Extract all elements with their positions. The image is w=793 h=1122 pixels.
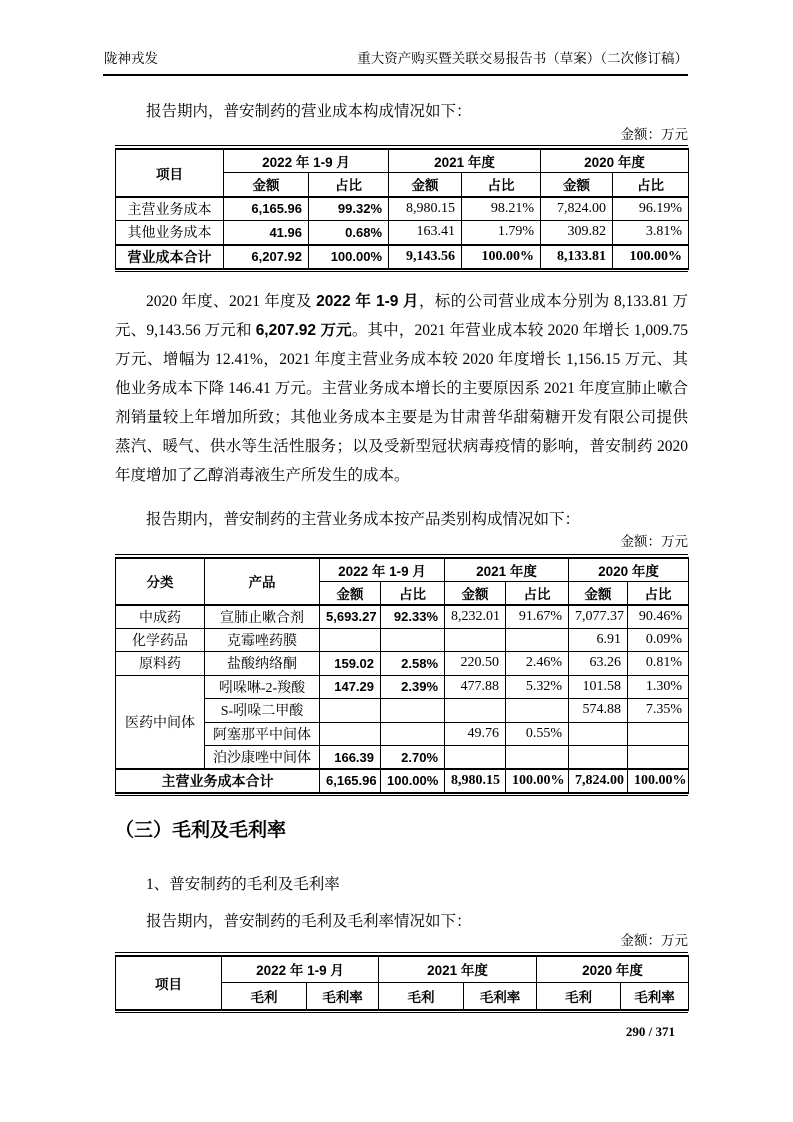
product-table-wrapper <box>115 554 688 796</box>
ratio-cell: 7.35% <box>628 699 689 723</box>
period-header-2020: 2020 年度 <box>537 956 689 983</box>
amount-cell: 6.91 <box>569 628 628 652</box>
product-cell: 阿塞那平中间体 <box>205 722 320 746</box>
ratio-cell: 1.30% <box>628 675 689 699</box>
ratio-cell <box>381 722 445 746</box>
amount-cell: 49.76 <box>445 722 506 746</box>
unit-label-1: 金额：万元 <box>620 127 688 142</box>
column-header-product: 产品 <box>205 558 320 605</box>
amount-cell: 101.58 <box>569 675 628 699</box>
column-header-item: 项目 <box>116 149 224 197</box>
amount-cell: 6,207.92 <box>224 245 309 269</box>
column-header-amount: 金额 <box>389 173 462 197</box>
ratio-cell <box>381 628 445 652</box>
ratio-cell: 100.00% <box>462 245 541 269</box>
section-heading-gross-profit: （三）毛利及毛利率 <box>115 820 287 841</box>
ratio-cell <box>506 628 569 652</box>
amount-cell <box>320 628 381 652</box>
column-header-ratio: 占比 <box>506 581 569 605</box>
table-row <box>116 652 689 676</box>
column-header-gross-profit: 毛利 <box>222 983 307 1010</box>
period-header-2020: 2020 年度 <box>569 558 689 582</box>
paragraph-segment: 。其中，2021 年营业成本较 2020 年增长 1,009.75 万元、增幅为 12.41%，2021 年度主营业务成本较 2020 年度增长 1,156.15 万元、其他业务成本下降 146.41 万元。主营业务成本增长的主要原因系 2021 年度宣肺止嗽合剂销量较上年增加所致；其他业务成本主要是为甘肃普华甜菊糖开发有限公司提供蒸汽、暖气、供水等生活性服务；以及受新型冠状病毒疫情的影响，普安制药 2020 年度增加了乙醇消毒液生产所发生的成本。 <box>115 322 688 484</box>
ratio-cell: 0.81% <box>628 652 689 676</box>
amount-cell: 7,077.37 <box>569 605 628 629</box>
ratio-cell: 100.00% <box>506 769 569 793</box>
column-header-gross-margin: 毛利率 <box>621 983 689 1010</box>
ratio-cell: 2.70% <box>381 746 445 770</box>
ratio-cell: 2.39% <box>381 675 445 699</box>
column-header-amount: 金额 <box>569 581 628 605</box>
ratio-cell: 100.00% <box>628 769 689 793</box>
category-cell: 医药中间体 <box>116 675 205 769</box>
column-header-ratio: 占比 <box>613 173 689 197</box>
ratio-cell: 5.32% <box>506 675 569 699</box>
ratio-cell <box>381 699 445 723</box>
amount-cell: 166.39 <box>320 746 381 770</box>
table-total-row <box>116 245 689 269</box>
amount-cell <box>445 699 506 723</box>
sub-heading-gross-profit: 1、普安制药的毛利及毛利率 <box>146 876 340 893</box>
ratio-cell: 100.00% <box>381 769 445 793</box>
ratio-cell: 100.00% <box>613 245 689 269</box>
amount-cell: 220.50 <box>445 652 506 676</box>
paragraph-segment-bold: 6,207.92 万元 <box>255 322 352 339</box>
column-header-gross-margin: 毛利率 <box>307 983 379 1010</box>
amount-cell: 477.88 <box>445 675 506 699</box>
table-total-row <box>116 769 689 793</box>
unit-label-2: 金额：万元 <box>620 534 688 549</box>
analysis-paragraph <box>115 287 688 490</box>
ratio-cell: 3.81% <box>613 221 689 245</box>
product-cell: S-吲哚二甲酸 <box>205 699 320 723</box>
amount-cell: 6,165.96 <box>320 769 381 793</box>
category-cell: 原料药 <box>116 652 205 676</box>
paragraph-segment-bold: 2022 年 1-9 月 <box>316 293 419 310</box>
ratio-cell <box>628 746 689 770</box>
gross-profit-table <box>115 955 689 1011</box>
column-header-ratio: 占比 <box>628 581 689 605</box>
ratio-cell: 91.67% <box>506 605 569 629</box>
period-header-2022: 2022 年 1-9 月 <box>320 558 445 582</box>
ratio-cell: 2.58% <box>381 652 445 676</box>
column-header-ratio: 占比 <box>462 173 541 197</box>
column-header-category: 分类 <box>116 558 205 605</box>
paragraph-segment: 2020 年度、2021 年度及 <box>146 293 317 310</box>
column-header-amount: 金额 <box>224 173 309 197</box>
product-cell: 泊沙康唑中间体 <box>205 746 320 770</box>
table-row <box>116 197 689 221</box>
table-row <box>116 675 689 699</box>
column-header-gross-profit: 毛利 <box>379 983 464 1010</box>
cost-table-wrapper <box>115 145 688 272</box>
table-row <box>116 628 689 652</box>
product-cell: 吲哚啉-2-羧酸 <box>205 675 320 699</box>
amount-cell: 6,165.96 <box>224 197 309 221</box>
row-label: 主营业务成本合计 <box>116 769 320 793</box>
amount-cell: 7,824.00 <box>541 197 613 221</box>
ratio-cell: 1.79% <box>462 221 541 245</box>
ratio-cell: 0.09% <box>628 628 689 652</box>
amount-cell: 147.29 <box>320 675 381 699</box>
column-header-amount: 金额 <box>445 581 506 605</box>
ratio-cell: 98.21% <box>462 197 541 221</box>
product-cell: 盐酸纳络酮 <box>205 652 320 676</box>
period-header-2022: 2022 年 1-9 月 <box>224 149 389 173</box>
amount-cell: 574.88 <box>569 699 628 723</box>
ratio-cell: 100.00% <box>309 245 389 269</box>
header-doc-title: 重大资产购买暨关联交易报告书（草案）（二次修订稿） <box>357 51 688 66</box>
gross-table-wrapper <box>115 952 688 1013</box>
period-header-2021: 2021 年度 <box>445 558 569 582</box>
period-header-2021: 2021 年度 <box>389 149 541 173</box>
unit-label-3: 金额：万元 <box>620 933 688 948</box>
amount-cell: 9,143.56 <box>389 245 462 269</box>
table-row <box>116 605 689 629</box>
product-cell: 克霉唑药膜 <box>205 628 320 652</box>
ratio-cell: 96.19% <box>613 197 689 221</box>
ratio-cell <box>628 722 689 746</box>
table-row <box>116 558 689 582</box>
ratio-cell: 0.55% <box>506 722 569 746</box>
amount-cell: 309.82 <box>541 221 613 245</box>
column-header-amount: 金额 <box>541 173 613 197</box>
intro-cost-text: 报告期内，普安制药的营业成本构成情况如下： <box>146 103 472 120</box>
amount-cell <box>320 722 381 746</box>
amount-cell: 63.26 <box>569 652 628 676</box>
period-header-2020: 2020 年度 <box>541 149 689 173</box>
intro-product-text: 报告期内，普安制药的主营业务成本按产品类别构成情况如下： <box>146 511 581 528</box>
amount-cell: 8,133.81 <box>541 245 613 269</box>
column-header-gross-profit: 毛利 <box>537 983 621 1010</box>
amount-cell: 41.96 <box>224 221 309 245</box>
amount-cell: 8,980.15 <box>389 197 462 221</box>
period-header-2022: 2022 年 1-9 月 <box>222 956 379 983</box>
ratio-cell: 92.33% <box>381 605 445 629</box>
table-row <box>116 149 689 173</box>
amount-cell <box>320 699 381 723</box>
period-header-2021: 2021 年度 <box>379 956 537 983</box>
amount-cell: 8,980.15 <box>445 769 506 793</box>
amount-cell: 5,693.27 <box>320 605 381 629</box>
product-cost-table <box>115 557 689 794</box>
header-company: 陇神戎发 <box>104 51 158 66</box>
row-label: 营业成本合计 <box>116 245 224 269</box>
header-rule <box>103 74 688 76</box>
column-header-gross-margin: 毛利率 <box>464 983 537 1010</box>
column-header-amount: 金额 <box>320 581 381 605</box>
row-label: 主营业务成本 <box>116 197 224 221</box>
column-header-item: 项目 <box>116 956 222 1010</box>
amount-cell <box>445 746 506 770</box>
ratio-cell: 99.32% <box>309 197 389 221</box>
amount-cell <box>445 628 506 652</box>
product-cell: 宣肺止嗽合剂 <box>205 605 320 629</box>
amount-cell: 7,824.00 <box>569 769 628 793</box>
intro-gross-text: 报告期内，普安制药的毛利及毛利率情况如下： <box>146 913 472 930</box>
table-row <box>116 956 689 983</box>
ratio-cell <box>506 746 569 770</box>
table-row <box>116 221 689 245</box>
paragraph-segment: ，标的公司营业成本分别为 8,133.81 万元、9,143.56 万元和 <box>115 293 688 339</box>
row-label: 其他业务成本 <box>116 221 224 245</box>
category-cell: 中成药 <box>116 605 205 629</box>
page-number: 290 / 371 <box>625 1024 675 1039</box>
amount-cell <box>569 722 628 746</box>
column-header-ratio: 占比 <box>309 173 389 197</box>
amount-cell <box>569 746 628 770</box>
ratio-cell <box>506 699 569 723</box>
amount-cell: 8,232.01 <box>445 605 506 629</box>
ratio-cell: 0.68% <box>309 221 389 245</box>
amount-cell: 159.02 <box>320 652 381 676</box>
amount-cell: 163.41 <box>389 221 462 245</box>
cost-composition-table <box>115 148 689 270</box>
running-header <box>104 50 688 68</box>
column-header-ratio: 占比 <box>381 581 445 605</box>
ratio-cell: 90.46% <box>628 605 689 629</box>
category-cell: 化学药品 <box>116 628 205 652</box>
ratio-cell: 2.46% <box>506 652 569 676</box>
